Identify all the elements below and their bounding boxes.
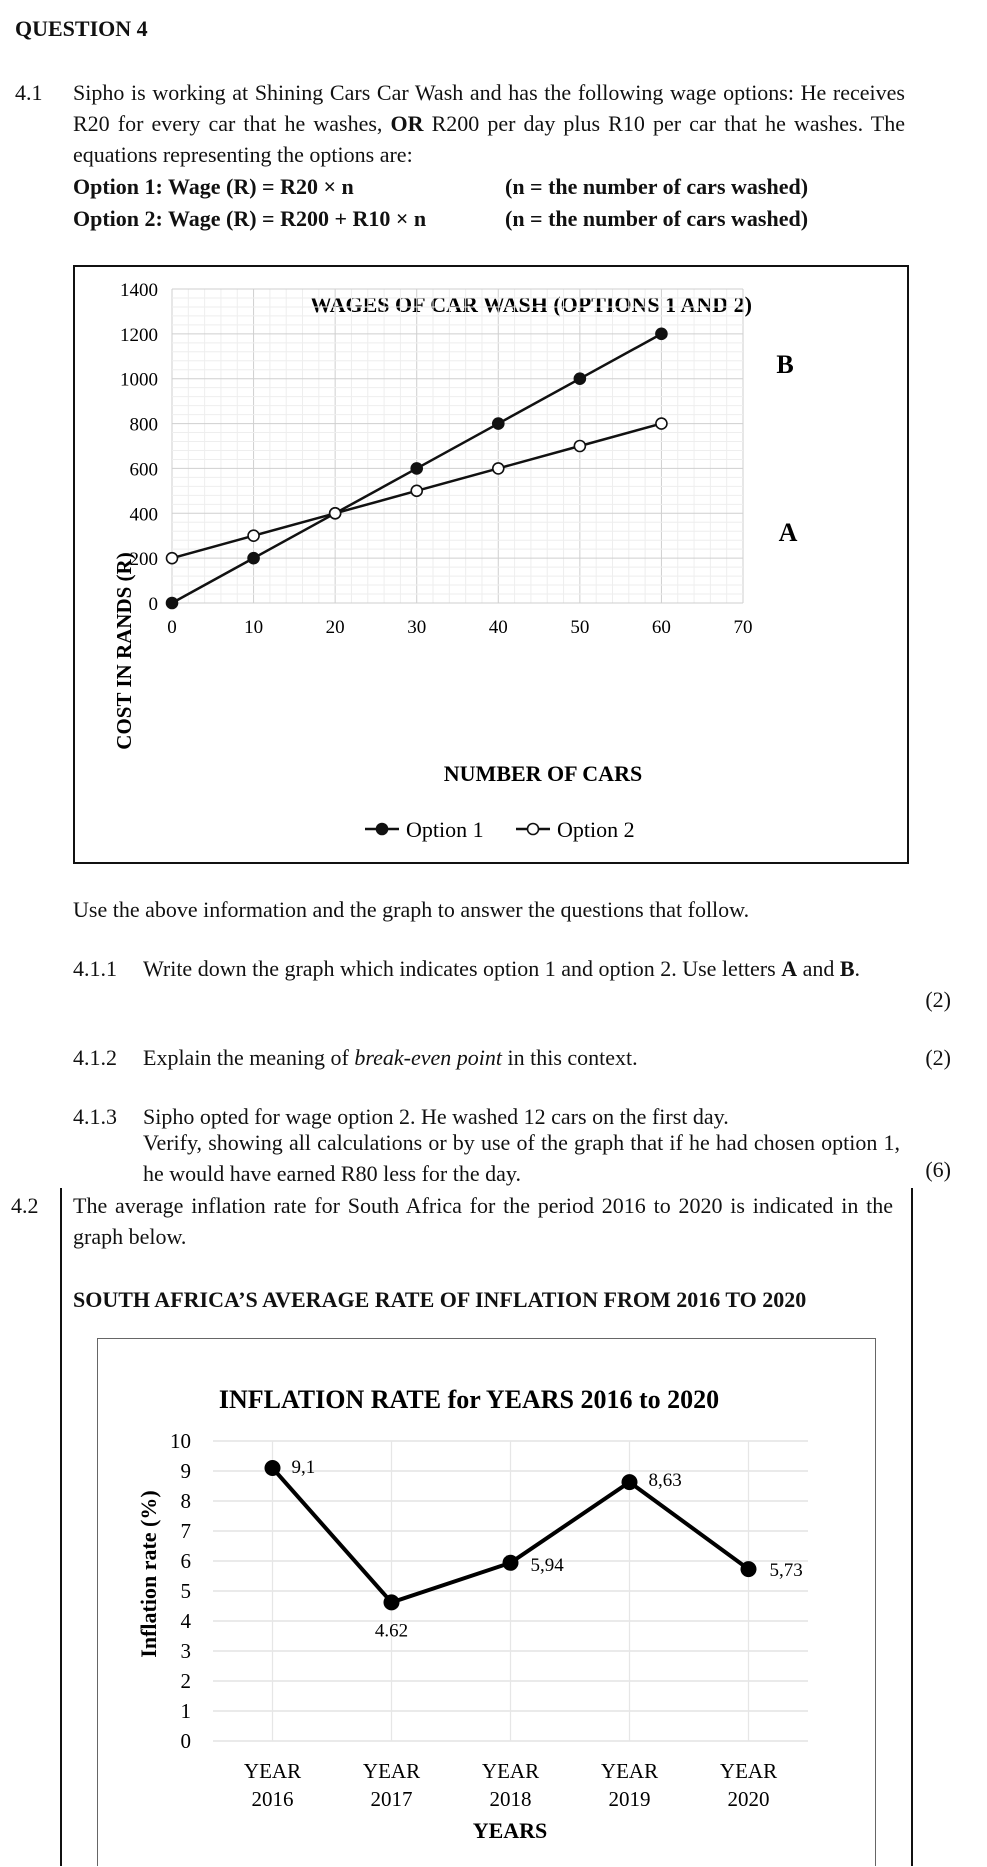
wages-series-1-point [574, 373, 585, 384]
wages-y-tick-label: 0 [148, 594, 158, 615]
wages-series-2-point [411, 485, 422, 496]
inflation-x-tick-label: YEAR [481, 1759, 540, 1783]
legend-option1-label: Option 1 [406, 817, 484, 842]
option2-equation: Option 2: Wage (R) = R200 + R10 × n [73, 206, 427, 231]
question-number-4-2: 4.2 [11, 1193, 39, 1218]
question-heading: QUESTION 4 [15, 16, 148, 41]
legend-option2-label: Option 2 [557, 817, 635, 842]
wages-y-tick-label: 600 [129, 459, 158, 481]
inflation-heading: SOUTH AFRICA’S AVERAGE RATE OF INFLATION FROM 2016 TO 2020 [73, 1287, 807, 1312]
option2-note: (n = the number of cars washed) [505, 206, 809, 231]
wages-chart [75, 267, 906, 861]
question-4-1-intro: Sipho is working at Shining Cars Car Wash and has the following wage options: He receives R20 for every car that he washes, OR R200 per day plus R10 per car that he washes. The equations representing the options are: [73, 80, 905, 167]
marks-4-1-2: (2) [925, 1045, 951, 1070]
wages-y-tick-label: 1400 [120, 280, 158, 301]
inflation-x-tick-label: 2019 [608, 1787, 651, 1811]
instruction-text: Use the above information and the graph to answer the questions that follow. [73, 897, 750, 922]
wages-y-tick-label: 1000 [120, 369, 158, 391]
wages-x-tick-label: 70 [733, 617, 753, 638]
inflation-data-label: 9,1 [291, 1457, 316, 1478]
inflation-chart-x-ticks [244, 1759, 777, 1811]
wages-x-tick-label: 20 [325, 617, 345, 638]
inflation-point [384, 1594, 400, 1610]
inflation-y-tick-label: 5 [180, 1579, 191, 1603]
inflation-chart-y-ticks [170, 1429, 192, 1753]
wages-chart-frame [73, 265, 909, 864]
inflation-chart-grid [213, 1441, 808, 1741]
q42-left-border [60, 1188, 62, 1866]
wages-chart-x-label: NUMBER OF CARS [443, 761, 643, 786]
inflation-y-tick-label: 6 [180, 1549, 191, 1573]
inflation-y-tick-label: 3 [180, 1639, 191, 1663]
inflation-chart [98, 1339, 874, 1867]
wages-series-2-point [656, 418, 667, 429]
question-4-2-text: The average inflation rate for South Africa for the period 2016 to 2020 is indicated in the graph below. [73, 1193, 893, 1249]
wages-x-tick-label: 10 [244, 617, 264, 638]
option1-note: (n = the number of cars washed) [505, 174, 809, 199]
inflation-data-label: 4.62 [374, 1620, 409, 1642]
inflation-x-tick-label: YEAR [719, 1759, 778, 1783]
inflation-x-tick-label: YEAR [362, 1759, 421, 1783]
inflation-data-label: 5,94 [530, 1554, 564, 1576]
wages-series-2-point [493, 463, 504, 474]
inflation-y-tick-label: 8 [180, 1489, 191, 1513]
inflation-point [741, 1561, 757, 1577]
wages-series-1-point [248, 553, 259, 564]
wages-series-2-point [248, 530, 259, 541]
inflation-point [622, 1474, 638, 1490]
q42-right-border [911, 1188, 913, 1866]
subquestion-4-1-3-line1: Sipho opted for wage option 2. He washed 12 cars on the first day. [143, 1104, 729, 1129]
inflation-chart-title: INFLATION RATE for YEARS 2016 to 2020 [218, 1385, 720, 1414]
inflation-y-tick-label: 0 [180, 1729, 191, 1753]
inflation-y-tick-label: 2 [180, 1669, 191, 1693]
inflation-y-tick-label: 7 [180, 1519, 191, 1543]
wages-chart-legend [365, 817, 635, 842]
wages-series-2-point [167, 553, 178, 564]
inflation-x-tick-label: YEAR [600, 1759, 659, 1783]
wages-series-1-point [167, 598, 178, 609]
inflation-y-tick-label: 9 [180, 1459, 191, 1483]
wages-chart-y-label: COST IN RANDS (R) [112, 552, 136, 750]
inflation-x-tick-label: 2017 [370, 1787, 413, 1811]
inflation-y-tick-label: 4 [180, 1609, 191, 1633]
legend-option2-marker [528, 824, 539, 835]
inflation-point [265, 1460, 281, 1476]
wages-chart-title: WAGES OF CAR WASH (OPTIONS 1 AND 2) [310, 292, 752, 317]
wages-y-tick-label: 400 [129, 504, 158, 526]
wages-series-2-point [574, 441, 585, 452]
inflation-chart-frame [97, 1338, 876, 1866]
inflation-data-label: 5,73 [769, 1560, 803, 1582]
subquestion-4-1-1-text: Write down the graph which indicates option 1 and option 2. Use letters A and B. [143, 956, 861, 981]
wages-chart-x-ticks [167, 617, 752, 638]
wages-y-tick-label: 800 [129, 414, 158, 436]
inflation-x-tick-label: YEAR [243, 1759, 302, 1783]
wages-x-tick-label: 0 [167, 617, 177, 638]
subquestion-number-4-1-1: 4.1.1 [73, 956, 117, 981]
wages-y-tick-label: 1200 [120, 324, 158, 346]
inflation-y-tick-label: 10 [170, 1429, 191, 1453]
inflation-data-label: 8,63 [648, 1470, 682, 1492]
wages-series-1-point [411, 463, 422, 474]
annotation-a: A [778, 518, 798, 547]
question-number-4-1: 4.1 [15, 80, 43, 105]
legend-option1-marker [377, 824, 388, 835]
subquestion-4-1-2-text: Explain the meaning of break-even point in this context. [143, 1045, 638, 1070]
wages-x-tick-label: 30 [407, 617, 427, 638]
wages-series-1-point [656, 328, 667, 339]
inflation-x-tick-label: 2020 [727, 1787, 770, 1811]
inflation-x-tick-label: 2018 [489, 1787, 532, 1811]
wages-y-tick-label: 200 [129, 549, 158, 571]
inflation-chart-y-label: Inflation rate (%) [136, 1490, 161, 1658]
option1-equation: Option 1: Wage (R) = R20 × n [73, 174, 354, 199]
marks-4-1-3: (6) [925, 1157, 951, 1182]
inflation-y-tick-label: 1 [180, 1699, 191, 1723]
inflation-chart-series [265, 1457, 803, 1641]
wages-series-1-point [493, 418, 504, 429]
wages-x-tick-label: 50 [570, 617, 590, 638]
wages-x-tick-label: 40 [488, 617, 508, 638]
marks-4-1-1: (2) [925, 987, 951, 1012]
subquestion-4-1-3-line2: Verify, showing all calculations or by use of the graph that if he had chosen option 1, he would have earned R80 less for the day. [143, 1130, 900, 1186]
subquestion-number-4-1-2: 4.1.2 [73, 1045, 117, 1070]
wages-series-2-point [330, 508, 341, 519]
subquestion-number-4-1-3: 4.1.3 [73, 1104, 117, 1129]
wages-x-tick-label: 60 [651, 617, 671, 638]
annotation-b: B [776, 350, 794, 379]
inflation-point [503, 1555, 519, 1571]
inflation-chart-x-label: YEARS [472, 1818, 548, 1843]
inflation-x-tick-label: 2016 [251, 1787, 294, 1811]
